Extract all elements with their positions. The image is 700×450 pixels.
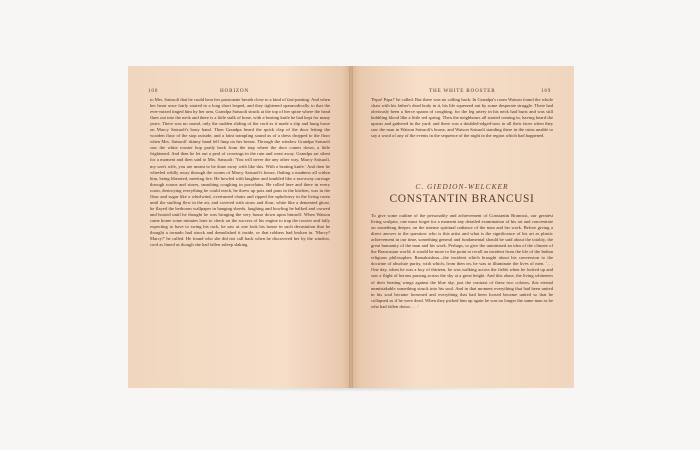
open-book — [128, 66, 574, 388]
article-title: CONSTANTIN BRANCUSI — [389, 193, 535, 205]
left-page — [128, 66, 351, 388]
article-body-text: To give some outline of the personality and achievement of Constantin Brancusi, our greatest living sculptor, one must forget for a moment any detailed examination of his art and concentrate on something deeper, on the intense spiritual radiance of the man and his work. Before giving a direct answer to the question: who is this artist and what is the significance of his art as plastic achievement in our time, something general and fundamental should be said about the totality, the great humanity of the man and his work. Perhaps, to give the uninitiated an idea of the climate of the Brancusian world, it would be more to the point to recall an incident from the life of the Indian religious philosopher, Ramakrishna—the incident which brought about his conversion to the doctrine of absolute purity, with which, from then on, he was to illuminate the lives of men. '. . . One day, when he was a boy of thirteen, he was walking across the fields when he looked up and saw a flight of herons passing across the sky at a great height. And this alone, the living whiteness of their beating wings against the blue sky, just the contrast of these two colours, this eternal unmistakable something struck into his soul. And in that moment everything that had been united in his soul became loosened and everything that had been loosed became united so that he collapsed as if he were dead. When they picked him up again he was no longer the same man as he who had fallen down. . . .' — [371, 213, 553, 309]
left-page-number: 100 — [148, 88, 159, 94]
right-page-number: 169 — [541, 88, 552, 94]
right-page — [351, 66, 574, 388]
book-spine — [349, 66, 353, 388]
right-page-top-text: 'Papa! Papa!' he called. But there was no calling back. In Grandpa's room Watson found the whole chair with his father's dead body in it, his life squeezed out by some desperate struggle. There had obviously been a fierce spasm of coughing, for the leg artery in his neck had burst and was still bubbling blood like a little red spring. Then the neighbours all started coming in, having heard the uproar and gathered in the yard; and there was a doubled-edged-now in all their faces when they saw the man in Watson Satsuoli's house, and Watson Satsuoli standing there in the ruins unable to say a word of any of the events in the sequence of the night in the region which had happened. — [371, 97, 553, 139]
right-running-head: THE WHITE ROOSTER — [429, 88, 496, 94]
left-page-text: to Mrs. Satsuoli that he could hear her passionate breath close to a kind of fast-panting. And when her heart once fairly started in a long short leaped, and they tightened spasmodically to that the ever-mixed tinged him by her arm, Grandpa Satsuoli struck at the top of her spine where the head flues out into the neck and there is a little stalk of bone, with a beating knife he had kept for many years. There was no sound, only the sudden sliding of the cord as it made a slip and hung loose on Marcy Satsuoli's bony hand. Then Grandpa heard the quick clap of the door letting the wooden floor of the stop outside, and a faint trampling sound as of a dress dropped to the floor when Mrs. Satsuoli' skinny hand fell limp on her breast. Through the window Grandpa Satsuoli saw the white rooster hop partly back from the trap where the door comes down, a little frightened. And then he let out a peal of crowings in the rain and went away. Grandpa sat silent for a moment and then said to Mrs. Satsuoli: 'You will never die any other way, Marcy Satsuoli, my son's wife, you are meant to be done away with like this. With a beating knife.' And then he wheeled wildly away through the rooms of Marcy Satsuoli's house, flailing a madness all within him, being liberated, meeting fire. He howled with laughter and tumbled like a run-away carriage through rooms and stores, smashing coughing in porcelains. He rolled here and there in every room, destroying everything he could reach, he threw up pots and pans in the kitchen, was in the flour and sugar like a whirlwind, overturned chairs and ripped the upholstery in the living room until the stuffing flew in the air, and covered with straw and flour, white like a demented ghost, he flayed the bedroom wallpaper in hanging shreds, laughing and howling he balked and crowed and hooted until he thought he was bringing the very house down upon himself. When Watson came home some minutes later to check on the success of his engine to trap the rooster and fully expecting to have to swing his rack, he saw at one look his house in such devastation that he thought a tornado had struck and demolished it inside, or that robbers had broken in. 'Marcy? Marcy?' he called. He found who she did not call back when he discovered her by the window, cord as limed as though she had fallen asleep slaking. — [150, 97, 331, 248]
left-running-head: HORIZON — [220, 88, 249, 94]
article-author: C. GIEDION-WELCKER — [415, 182, 509, 191]
